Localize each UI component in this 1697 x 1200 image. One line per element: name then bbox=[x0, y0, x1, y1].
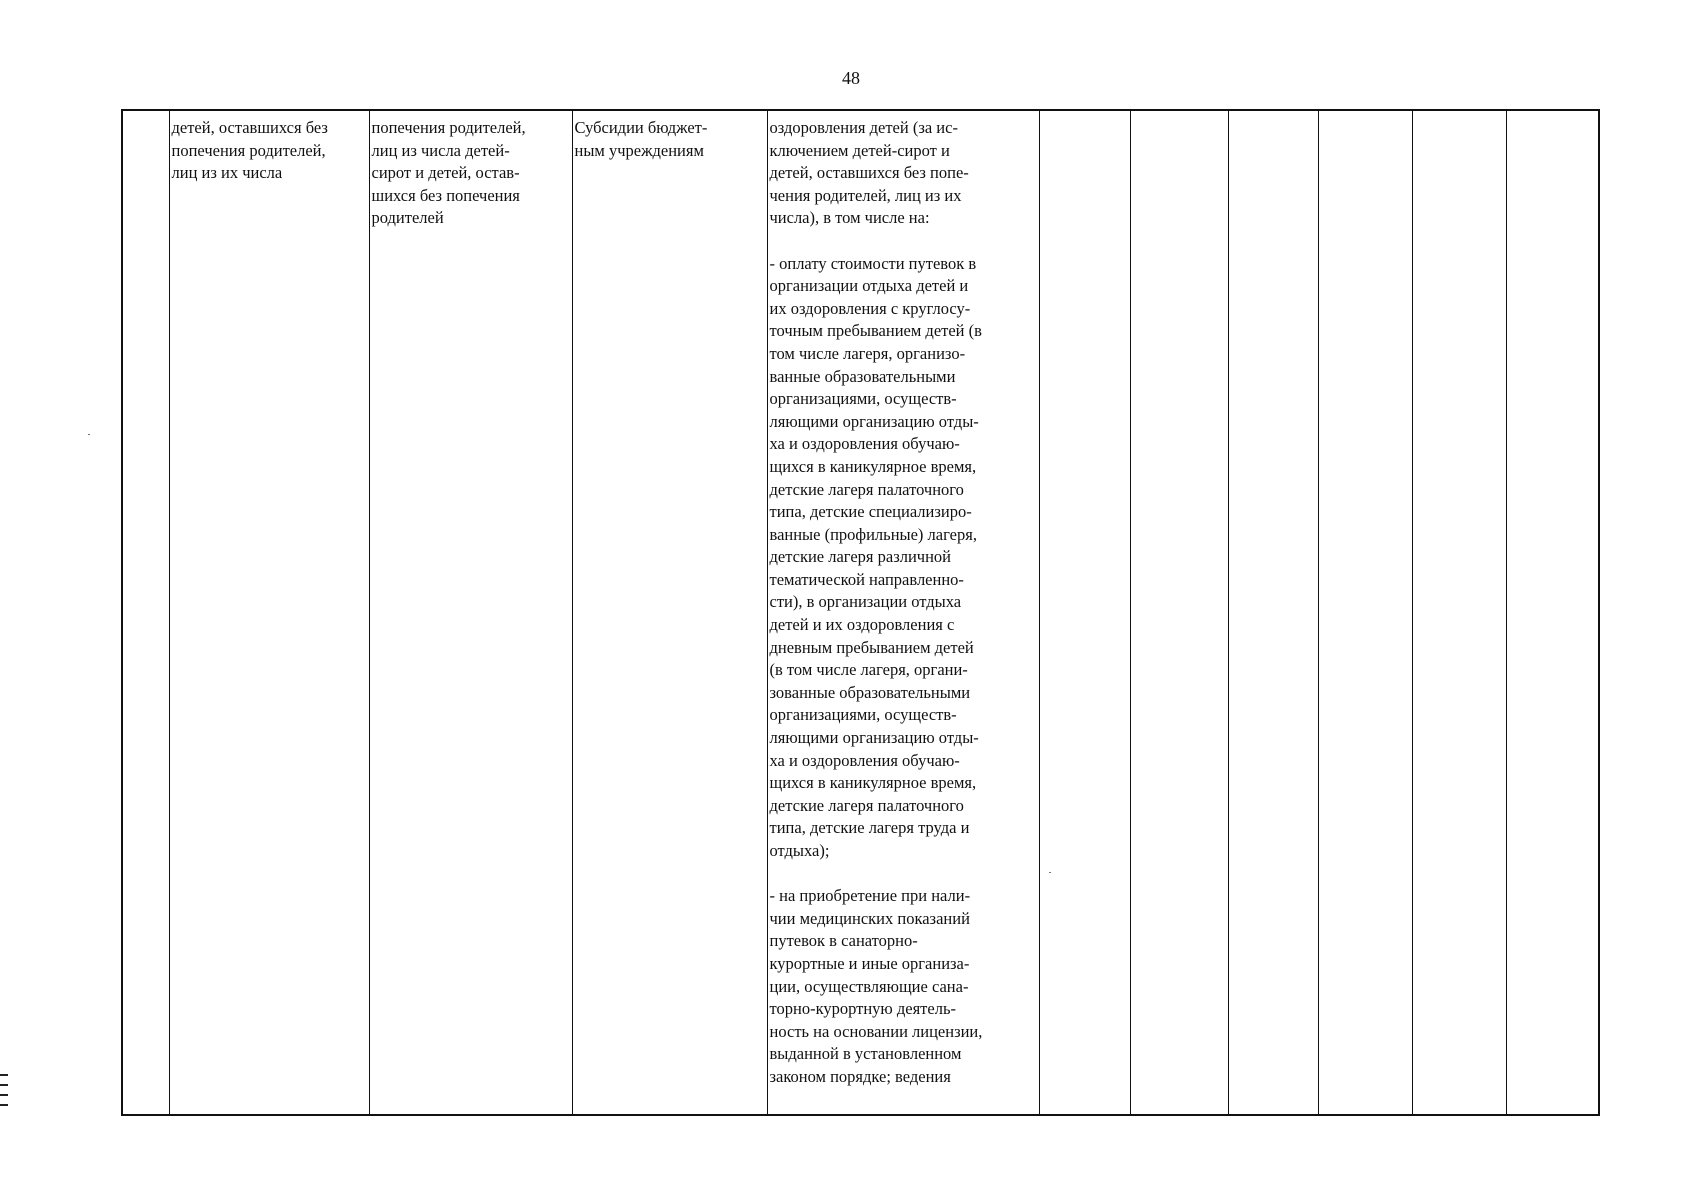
scan-mark bbox=[0, 1094, 8, 1096]
scan-mark bbox=[0, 1074, 8, 1076]
cell-text: попечения родителей, лиц из числа детей- сирот и детей, остав- шихся без попечения родителей bbox=[371, 118, 526, 228]
purpose-paragraph: - оплату стоимости путевок в организации отдыха детей и их оздоровления с круглосу- точным пребыванием детей (в том числе лагеря, организо- ванные образовательными организациями, осуществ- ляющими организацию отды- ха и оздоровления обучаю- щихся в каникулярное время, детские лагеря палаточного типа, детские специализиро- ванные (профильные) лагеря, детские лагеря различной тематической направленно- сти), в организации отдыха детей и их оздоровления с дневным пребыванием детей (в том числе лагеря, органи- зованные образовательными организациями, осуществ- ляющими организацию отды- ха и оздоровления обучаю- щихся в каникулярное время, детские лагеря палаточного типа, детские лагеря труда и отдыха); bbox=[769, 253, 982, 860]
cell-text: детей, оставшихся без попечения родителей, лиц из их числа bbox=[171, 118, 328, 183]
table-cell-empty bbox=[1039, 110, 1130, 1115]
purpose-paragraph: оздоровления детей (за ис- ключением детей-сирот и детей, оставшихся без попе- чения родителей, лиц из их числа), в том числе на: bbox=[769, 118, 969, 228]
scan-dot bbox=[1049, 872, 1051, 873]
table-cell-empty bbox=[1130, 110, 1228, 1115]
table-cell-empty bbox=[1412, 110, 1506, 1115]
cell-text: Субсидии бюджет- ным учреждениям bbox=[574, 118, 708, 160]
table-cell-empty bbox=[1506, 110, 1599, 1115]
scan-mark bbox=[0, 1104, 8, 1106]
table-cell-recipients bbox=[169, 110, 369, 1115]
page-number: 48 bbox=[842, 68, 860, 88]
table-cell-funding-type bbox=[572, 110, 767, 1115]
purpose-paragraph: - на приобретение при нали- чии медицинских показаний путевок в санаторно- курортные и иные организа- ции, осуществляющие сана- торно-курортную деятель- ность на основании лицензии, выданной в установленном законом порядке; ведения bbox=[769, 886, 983, 1086]
table-cell-empty bbox=[1228, 110, 1318, 1115]
document-table bbox=[121, 109, 1600, 1116]
table-cell-index bbox=[122, 110, 169, 1115]
table-row bbox=[122, 110, 1599, 1115]
table-cell-empty bbox=[1318, 110, 1412, 1115]
table-cell-category bbox=[369, 110, 572, 1115]
table-cell-purpose bbox=[767, 110, 1039, 1115]
scan-mark bbox=[0, 1084, 8, 1086]
scan-dot bbox=[88, 434, 90, 435]
